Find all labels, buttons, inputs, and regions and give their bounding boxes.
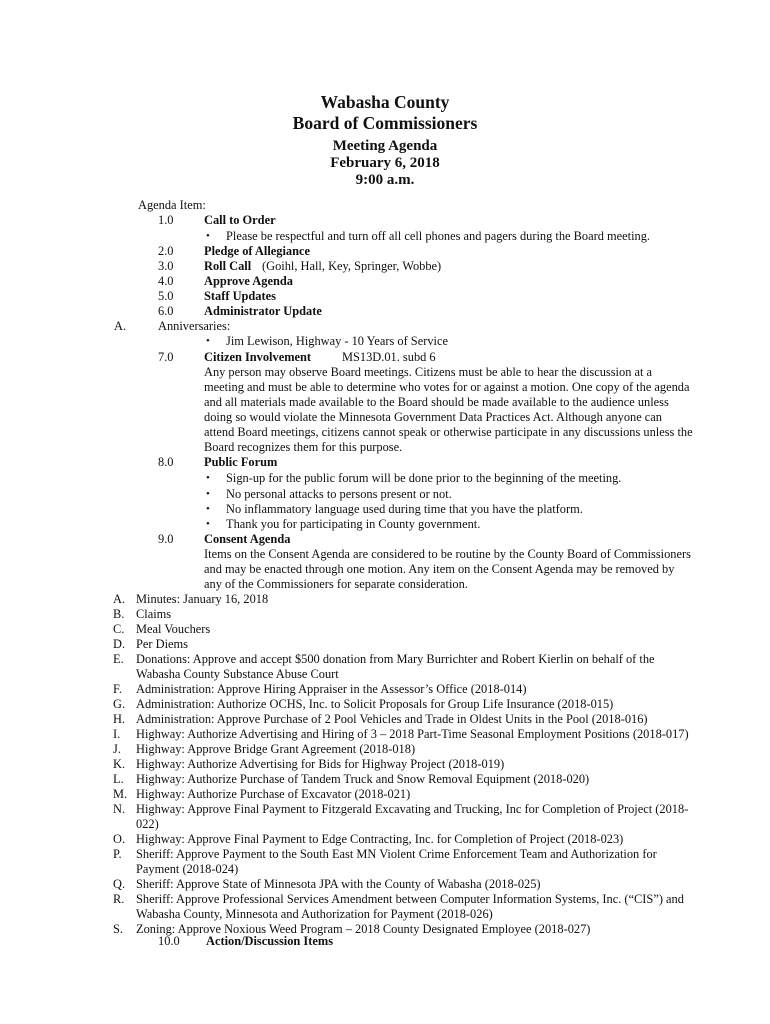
item-title-call-to-order: Call to Order — [204, 213, 276, 227]
paragraph-line: meeting and must be able to determine who votes for or against a motion. One copy of the agenda — [204, 380, 690, 394]
item-number: 3.0 — [158, 259, 174, 273]
consent-item-text: Sheriff: Approve State of Minnesota JPA with the County of Wabasha (2018-025) — [136, 877, 541, 891]
meeting-date: February 6, 2018 — [330, 155, 440, 171]
consent-item-letter: C. — [113, 622, 125, 636]
consent-item-text: Meal Vouchers — [136, 622, 211, 636]
bullet-text: Please be respectful and turn off all cell phones and pagers during the Board meeting. — [226, 229, 651, 243]
consent-item-text: Wabasha County, Minnesota and Authorization for Payment (2018-026) — [136, 907, 493, 921]
consent-item-letter: M. — [113, 787, 128, 801]
item-number: 9.0 — [158, 532, 174, 546]
sub-letter: A. — [114, 319, 127, 333]
item-number: 1.0 — [158, 213, 174, 227]
bullet-icon: • — [206, 518, 210, 530]
paragraph-line: Any person may observe Board meetings. Citizens must be able to hear the discussion at a — [204, 365, 653, 379]
consent-item-letter: F. — [113, 682, 122, 696]
item-title-approve-agenda: Approve Agenda — [204, 274, 293, 288]
item-title-public-forum: Public Forum — [204, 455, 278, 469]
item-title-administrator-update: Administrator Update — [204, 304, 322, 318]
consent-item-letter: G. — [113, 697, 126, 711]
county-name: Wabasha County — [320, 92, 450, 112]
paragraph-line: doing so would violate the Minnesota Government Data Practices Act. Although anyone can — [204, 410, 663, 424]
consent-item-text: Per Diems — [136, 637, 188, 651]
bullet-icon: • — [206, 230, 210, 242]
consent-item-letter: P. — [113, 847, 122, 861]
consent-item-text: Minutes: January 16, 2018 — [136, 592, 269, 606]
consent-item-letter: D. — [113, 637, 126, 651]
bullet-text: Thank you for participating in County government. — [226, 517, 481, 531]
document-title: Meeting Agenda — [332, 138, 438, 154]
consent-item-letter: O. — [113, 832, 126, 846]
consent-item-text: Donations: Approve and accept $500 donation from Mary Burrichter and Robert Kierlin on behalf of the — [136, 652, 655, 666]
consent-item-text: Highway: Authorize Purchase of Excavator (2018-021) — [136, 787, 411, 801]
consent-item-letter: K. — [113, 757, 126, 771]
item-number: 7.0 — [158, 350, 174, 364]
item-title-staff-updates: Staff Updates — [204, 289, 276, 303]
consent-item-text: Payment (2018-024) — [136, 862, 239, 876]
consent-item-letter: E. — [113, 652, 124, 666]
roll-call-names: (Goihl, Hall, Key, Springer, Wobbe) — [262, 259, 442, 273]
board-name: Board of Commissioners — [292, 113, 478, 133]
paragraph-line: any of the Commissioners for separate consideration. — [204, 577, 468, 591]
consent-item-text: Highway: Approve Final Payment to Edge Contracting, Inc. for Completion of Project (2018-023) — [136, 832, 624, 846]
consent-item-letter: Q. — [113, 877, 126, 891]
consent-item-text: Zoning: Approve Noxious Weed Program – 2018 County Designated Employee (2018-027) — [136, 922, 591, 936]
consent-item-text: Highway: Authorize Purchase of Tandem Truck and Snow Removal Equipment (2018-020) — [136, 772, 590, 786]
consent-item-letter: N. — [113, 802, 126, 816]
consent-item-letter: B. — [113, 607, 125, 621]
consent-item-text: Highway: Authorize Advertising and Hiring of 3 – 2018 Part-Time Seasonal Employment Positions (2018-017) — [136, 727, 689, 741]
consent-item-text: Sheriff: Approve Professional Services Amendment between Computer Information Systems, Inc. (“CIS”) and — [136, 892, 684, 906]
paragraph-line: Items on the Consent Agenda are considered to be routine by the County Board of Commissioners — [204, 547, 691, 561]
item-number: 2.0 — [158, 244, 174, 258]
consent-item-text: Wabasha County Substance Abuse Court — [136, 667, 339, 681]
item-title-roll-call: Roll Call — [204, 259, 252, 273]
paragraph-line: attend Board meetings, citizens cannot speak or otherwise participate in any discussions unless the — [204, 425, 693, 439]
paragraph-line: Board recognizes them for this purpose. — [204, 440, 403, 454]
consent-item-text: Highway: Authorize Advertising for Bids for Highway Project (2018-019) — [136, 757, 505, 771]
item-title-pledge: Pledge of Allegiance — [204, 244, 310, 258]
item-number: 8.0 — [158, 455, 174, 469]
bullet-text: Jim Lewison, Highway - 10 Years of Service — [226, 334, 448, 348]
bullet-icon: • — [206, 472, 210, 484]
consent-item-text: Administration: Authorize OCHS, Inc. to Solicit Proposals for Group Life Insurance (2018-015) — [136, 697, 614, 711]
consent-item-text: Administration: Approve Hiring Appraiser in the Assessor’s Office (2018-014) — [136, 682, 527, 696]
consent-item-letter: H. — [113, 712, 126, 726]
item-title-action-discussion: Action/Discussion Items — [206, 934, 334, 948]
consent-item-letter: I. — [113, 727, 121, 741]
item-number: 10.0 — [158, 934, 180, 948]
bullet-icon: • — [206, 503, 210, 515]
consent-item-text: Claims — [136, 607, 172, 621]
consent-item-text: Highway: Approve Bridge Grant Agreement (2018-018) — [136, 742, 416, 756]
paragraph-line: and may be enacted through one motion. Any item on the Consent Agenda may be removed by — [204, 562, 675, 576]
agenda-item-label: Agenda Item: — [138, 198, 206, 212]
document-header — [0, 92, 770, 189]
consent-item-text: 022) — [136, 817, 159, 831]
consent-item-letter: A. — [113, 592, 126, 606]
item-title-consent-agenda: Consent Agenda — [204, 532, 291, 546]
item-number: 4.0 — [158, 274, 174, 288]
statute-reference: MS13D.01. subd 6 — [342, 350, 436, 364]
item-number: 6.0 — [158, 304, 174, 318]
paragraph-line: and all materials made available to the Board should be made available to the audience unless — [204, 395, 669, 409]
consent-item-text: Administration: Approve Purchase of 2 Pool Vehicles and Trade in Oldest Units in the Pool (2018-016) — [136, 712, 648, 726]
bullet-icon: • — [206, 335, 210, 347]
consent-item-letter: L. — [113, 772, 124, 786]
consent-item-letter: S. — [113, 922, 123, 936]
bullet-text: No personal attacks to persons present or not. — [226, 487, 452, 501]
item-title-citizen-involvement: Citizen Involvement — [204, 350, 312, 364]
consent-item-text: Highway: Approve Final Payment to Fitzgerald Excavating and Trucking, Inc for Completion of Project (2018- — [136, 802, 689, 816]
consent-item-letter: J. — [113, 742, 121, 756]
meeting-time: 9:00 a.m. — [355, 172, 415, 188]
consent-item-text: Sheriff: Approve Payment to the South East MN Violent Crime Enforcement Team and Authorization for — [136, 847, 657, 861]
bullet-icon: • — [206, 488, 210, 500]
anniversaries-label: Anniversaries: — [158, 319, 231, 333]
bullet-text: No inflammatory language used during time that you have the platform. — [226, 502, 583, 516]
item-number: 5.0 — [158, 289, 174, 303]
bullet-text: Sign-up for the public forum will be done prior to the beginning of the meeting. — [226, 471, 622, 485]
consent-item-letter: R. — [113, 892, 125, 906]
